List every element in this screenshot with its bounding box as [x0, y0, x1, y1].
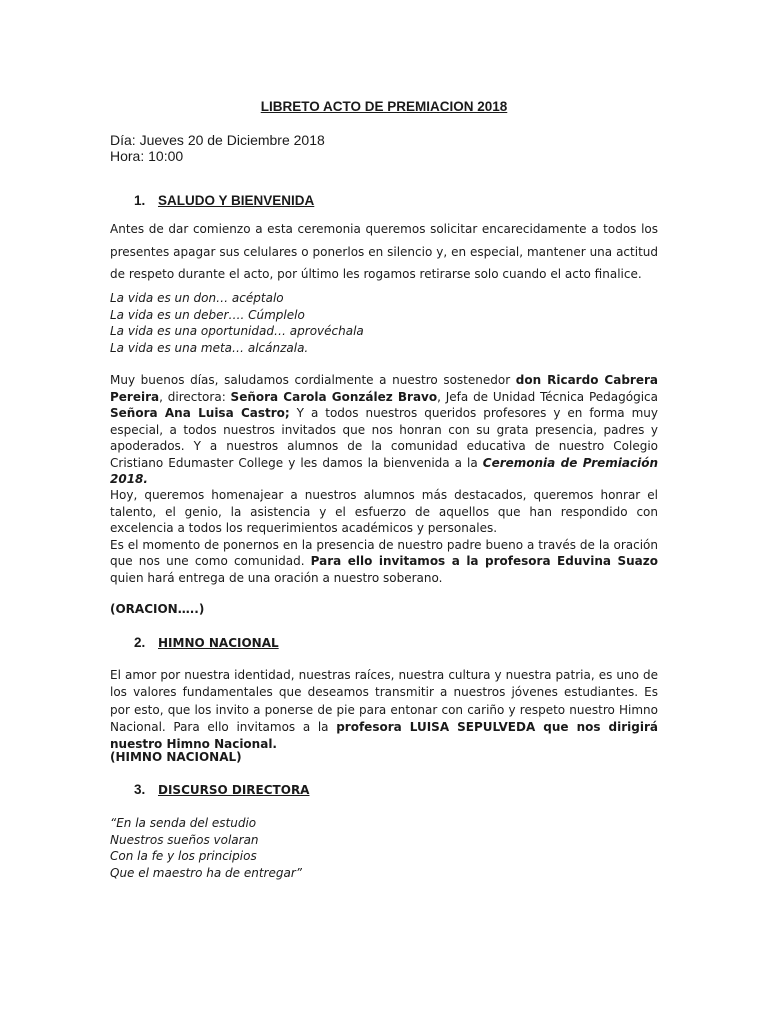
event-time: Hora: 10:00: [110, 148, 184, 164]
text-run: Muy buenos días, saludamos cordialmente a nuestro sostenedor: [110, 373, 516, 387]
section-label: SALUDO Y BIENVENIDA: [158, 193, 315, 208]
section-number: 3.: [134, 782, 146, 797]
ceremony-name: Ceremonia de Premiación 2018.: [110, 455, 658, 486]
section-heading-1: [134, 193, 314, 208]
poem-line: Nuestros sueños volaran: [110, 832, 259, 847]
anthem-tag: (HIMNO NACIONAL): [110, 750, 242, 764]
oracion-tag: (ORACION…..): [110, 602, 205, 616]
intro-paragraph: Antes de dar comienzo a esta ceremonia queremos solicitar encarecidamente a todos los presentes apagar sus celulares o ponerlos en silencio y, en especial, mantener una actitud de respeto durante el acto, por último les rogamos retirarse solo cuando el acto finalice.: [110, 222, 658, 281]
poem-life: [110, 290, 364, 356]
section-number: 1.: [134, 193, 146, 208]
director-name: Señora Carola González Bravo: [230, 389, 438, 404]
poem-line: La vida es un don… acéptalo: [110, 291, 284, 305]
poem-line: La vida es una meta… alcánzala.: [110, 340, 309, 355]
text-run: , Jefa de Unidad Técnica Pedagógica: [437, 389, 659, 404]
section-label: HIMNO NACIONAL: [158, 636, 279, 650]
poem-line: La vida es un deber…. Cúmplelo: [110, 307, 305, 322]
anthem-paragraph: [110, 667, 658, 753]
utp-head-name: Señora Ana Luisa Castro;: [110, 406, 290, 420]
text-run: quien hará entrega de una oración a nuestro soberano.: [110, 570, 443, 585]
section-label: DISCURSO DIRECTORA: [158, 783, 310, 797]
text-run: Y a todos nuestros queridos profesores y en forma muy especial, a todos nuestros invitados que nos honran con su grata presencia, padres y apoderados. Y a nuestros alumnos de la comunidad educativa de nuestro Colegio Cristiano Edumaster College y les damos la bienvenida a la: [110, 406, 658, 470]
text-run: Hoy, queremos homenajear a nuestros alumnos más destacados, queremos honrar el talento, el genio, la asistencia y el esfuerzo de aquellos que han respondido con excelencia a todos los requerimientos académicos y personales.: [110, 488, 658, 535]
text-run: El amor por nuestra identidad, nuestras raíces, nuestra cultura y nuestra patria, es uno de los valores fundamentales que deseamos transmitir a nuestros jóvenes estudiantes. Es por esto, que los invito a ponerse de pie para entonar con cariño y respeto nuestro Himno Nacional. Para ello invitamos a la: [110, 668, 658, 734]
poem-line: Con la fe y los principios: [110, 849, 257, 864]
honor-paragraph: [110, 487, 658, 586]
poem-line: Que el maestro ha de entregar”: [110, 865, 302, 880]
text-run: Es el momento de ponernos en la presencia de nuestro padre bueno a través de la oración que nos une como comunidad.: [110, 537, 658, 568]
poem-line: La vida es una oportunidad… aprovéchala: [110, 324, 364, 339]
section-heading-3: [134, 782, 309, 797]
section-heading-2: [134, 635, 279, 650]
section-number: 2.: [134, 635, 146, 650]
text-run: , directora:: [159, 389, 231, 404]
document-title: LIBRETO ACTO DE PREMIACION 2018: [260, 99, 508, 114]
event-date: Día: Jueves 20 de Diciembre 2018: [110, 132, 325, 148]
anthem-teacher: profesora LUISA SEPULVEDA que nos dirigirá nuestro Himno Nacional.: [110, 719, 658, 752]
host-name: don Ricardo Cabrera Pereira: [110, 373, 658, 404]
poem-study: [110, 815, 302, 881]
welcome-paragraph: [110, 372, 658, 488]
prayer-teacher: Para ello invitamos a la profesora Eduvina Suazo: [310, 554, 658, 568]
poem-line: “En la senda del estudio: [110, 816, 257, 830]
